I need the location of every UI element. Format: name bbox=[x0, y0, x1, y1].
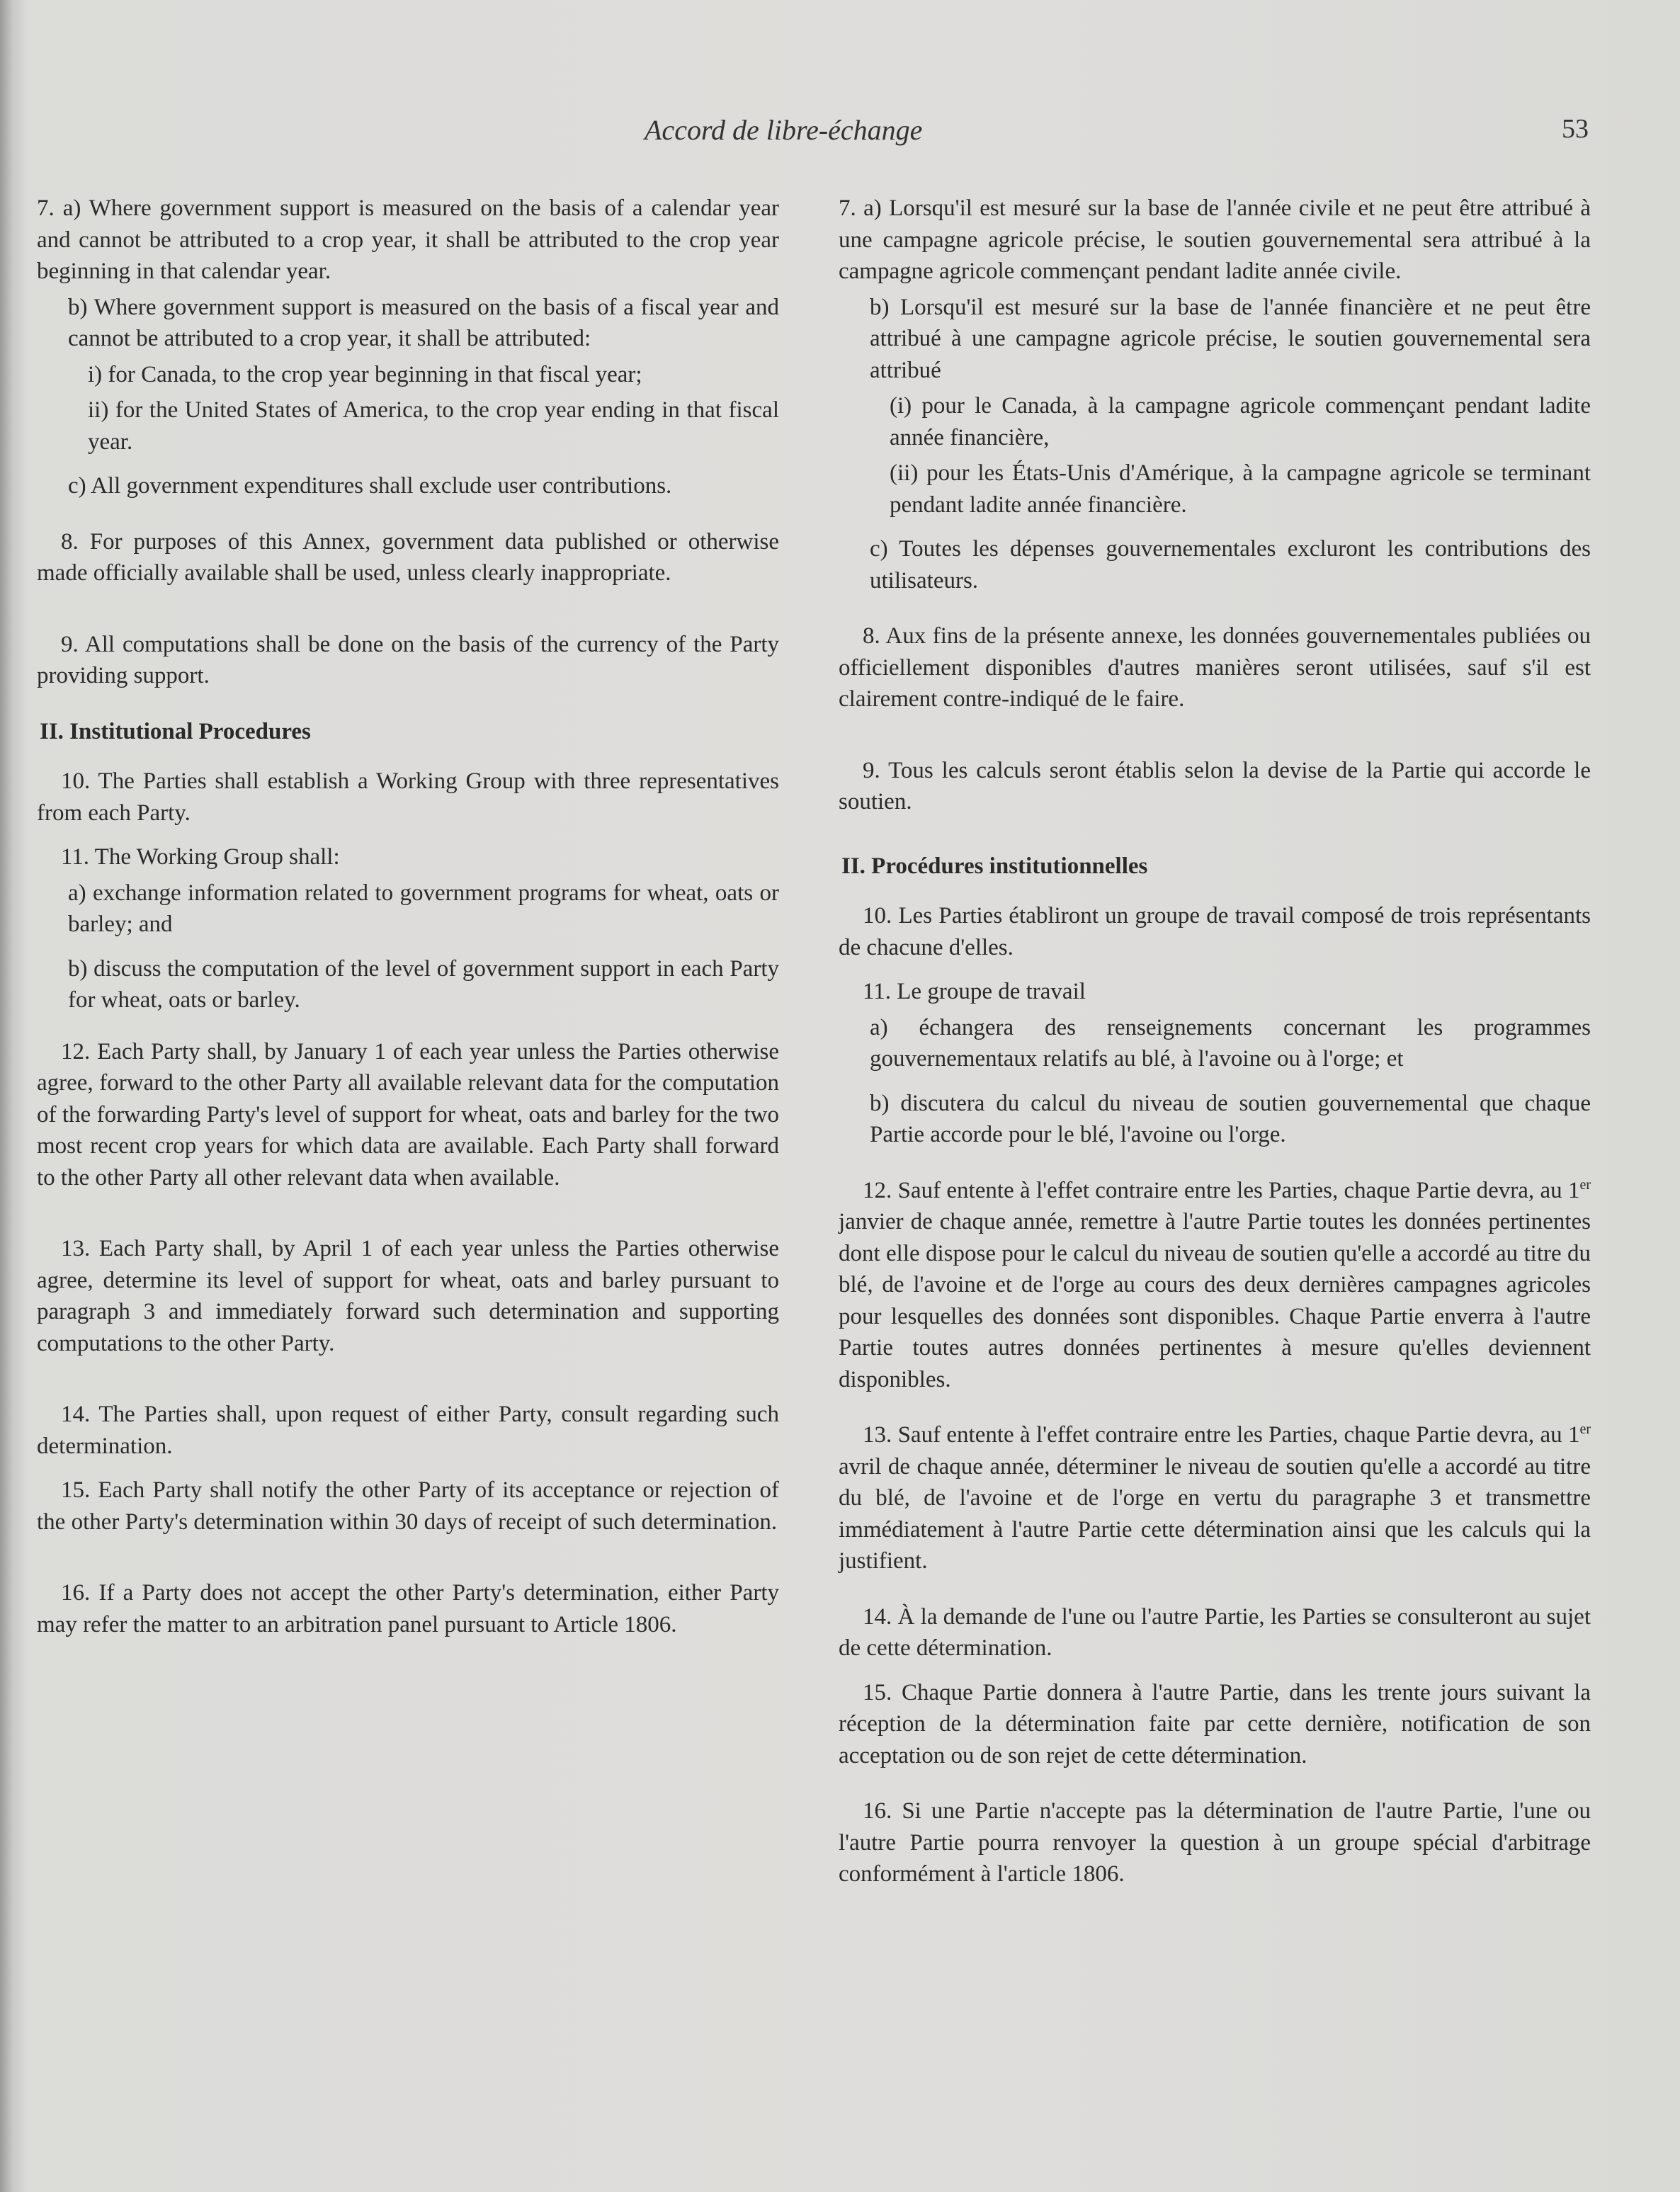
para-10-fr: 10. Les Parties établiront un groupe de travail composé de trois représentants de chacune d'elles. bbox=[839, 903, 1591, 960]
para-11b: b) discuss the computation of the level of government support in each Party for wheat, oats or barley. bbox=[68, 955, 779, 1013]
para-8: 8. For purposes of this Annex, government data published or otherwise made officially available shall be used, unless clearly inappropriate. bbox=[37, 528, 779, 586]
para-7a: 7. a) Where government support is measured on the basis of a calendar year and cannot be attributed to a crop year, it shall be attributed to the crop year beginning in that calendar year. bbox=[37, 195, 779, 284]
running-head bbox=[0, 113, 1609, 156]
para-13: 13. Each Party shall, by April 1 of each year unless the Parties otherwise agree, determine its level of support for wheat, oats and barley pursuant to paragraph 3 and immediately forward such determination and supporting computations to the other Party. bbox=[37, 1236, 779, 1356]
para-12-fr-end: janvier de chaque année, remettre à l'autre Partie toutes les données pertinentes dont elle dispose pour le calcul du niveau de soutien qu'elle a accordé au titre du blé, de l'avoine et de l'orge au cours des deux dernières campagnes agricoles pour lesquelles des données sont disponibles. Chaque Partie enverra à l'autre Partie toutes autres données pertinentes à mesure qu'elles deviennent disponibles. bbox=[839, 1209, 1591, 1392]
para-16-fr: 16. Si une Partie n'accepte pas la détermination de l'autre Partie, l'une ou l'autre Partie pourra renvoyer la question à un groupe spécial d'arbitrage conformément à l'article 1806. bbox=[839, 1798, 1591, 1887]
para-12-fr-start: 12. Sauf entente à l'effet contraire entre les Parties, chaque Partie devra, au 1 bbox=[863, 1177, 1580, 1203]
para-7b-i-fr: (i) pour le Canada, à la campagne agricole commençant pendant ladite année financière, bbox=[890, 393, 1591, 450]
para-15-fr: 15. Chaque Partie donnera à l'autre Partie, dans les trente jours suivant la réception de la détermination faite par cette dernière, notification de son acceptation ou de son rejet de cette détermination. bbox=[839, 1679, 1591, 1768]
section-heading-fr: II. Procédures institutionnelles bbox=[841, 853, 1148, 879]
para-11b-fr: b) discutera du calcul du niveau de soutien gouvernemental que chaque Partie accorde pour le blé, l'avoine ou l'orge. bbox=[870, 1090, 1591, 1147]
para-11: 11. The Working Group shall: bbox=[61, 844, 340, 870]
section-heading: II. Institutional Procedures bbox=[40, 718, 311, 744]
para-11-fr: 11. Le groupe de travail bbox=[863, 979, 1086, 1004]
para-7b-fr: b) Lorsqu'il est mesuré sur la base de l'année financière et ne peut être attribué à une campagne agricole précise, le soutien gouvernemental sera attribué bbox=[870, 294, 1591, 383]
para-9-fr: 9. Tous les calculs seront établis selon la devise de la Partie qui accorde le soutien. bbox=[839, 757, 1591, 814]
para-9: 9. All computations shall be done on the basis of the currency of the Party providing support. bbox=[37, 631, 779, 688]
para-7b: b) Where government support is measured on the basis of a fiscal year and cannot be attributed to a crop year, it shall be attributed: bbox=[68, 294, 779, 351]
ordinal-superscript: er bbox=[1579, 1176, 1591, 1193]
para-11a-fr: a) échangera des renseignements concernant les programmes gouvernementaux relatifs au blé, à l'avoine ou à l'orge; et bbox=[870, 1014, 1591, 1072]
para-7a-fr: 7. a) Lorsqu'il est mesuré sur la base de l'année civile et ne peut être attribué à une campagne agricole précise, le soutien gouvernemental sera attribué à la campagne agricole commençant pendant ladite année civile. bbox=[839, 195, 1591, 284]
para-16: 16. If a Party does not accept the other Party's determination, either Party may refer the matter to an arbitration panel pursuant to Article 1806. bbox=[37, 1580, 779, 1637]
para-7b-ii-fr: (ii) pour les États-Unis d'Amérique, à la campagne agricole se terminant pendant ladite année financière. bbox=[890, 460, 1591, 518]
para-7b-i: i) for Canada, to the crop year beginning in that fiscal year; bbox=[88, 361, 642, 387]
ordinal-superscript: er bbox=[1579, 1421, 1591, 1437]
para-12: 12. Each Party shall, by January 1 of each year unless the Parties otherwise agree, forward to the other Party all available relevant data for the computation of the forwarding Party's level of support for wheat, oats and barley for the two most recent crop years for which data are available. Each Party shall forward to the other Party all other relevant data when available. bbox=[37, 1038, 779, 1191]
para-13-fr-start: 13. Sauf entente à l'effet contraire entre les Parties, chaque Partie devra, au 1 bbox=[863, 1422, 1580, 1448]
french-column bbox=[839, 193, 1591, 1903]
para-11a: a) exchange information related to government programs for wheat, oats or barley; and bbox=[68, 880, 779, 937]
english-column bbox=[37, 193, 779, 1653]
para-14-fr: 14. À la demande de l'une ou l'autre Partie, les Parties se consulteront au sujet de cette détermination. bbox=[839, 1603, 1591, 1661]
para-10: 10. The Parties shall establish a Working Group with three representatives from each Party. bbox=[37, 768, 779, 826]
para-7c-fr: c) Toutes les dépenses gouvernementales excluront les contributions des utilisateurs. bbox=[870, 536, 1591, 594]
para-15: 15. Each Party shall notify the other Party of its acceptance or rejection of the other Party's determination within 30 days of receipt of such determination. bbox=[37, 1477, 779, 1535]
para-12-fr bbox=[839, 1175, 1591, 1396]
para-7c: c) All government expenditures shall exclude user contributions. bbox=[68, 473, 672, 499]
para-14: 14. The Parties shall, upon request of either Party, consult regarding such determination. bbox=[37, 1402, 779, 1459]
para-7b-ii: ii) for the United States of America, to the crop year ending in that fiscal year. bbox=[88, 397, 779, 455]
page-number: 53 bbox=[1562, 114, 1589, 144]
para-8-fr: 8. Aux fins de la présente annexe, les données gouvernementales publiées ou officiellement disponibles d'autres manières seront utilisées, sauf s'il est clairement contre-indiqué de le faire. bbox=[839, 623, 1591, 712]
para-13-fr bbox=[839, 1419, 1591, 1577]
para-13-fr-end: avril de chaque année, déterminer le niveau de soutien qu'elle a accordé au titre du blé, de l'avoine et de l'orge en vertu du paragraphe 3 et transmettre immédiatement à l'autre Partie cette détermination ainsi que les calculs qui la justifient. bbox=[839, 1453, 1591, 1574]
running-title: Accord de libre-échange bbox=[645, 114, 923, 146]
